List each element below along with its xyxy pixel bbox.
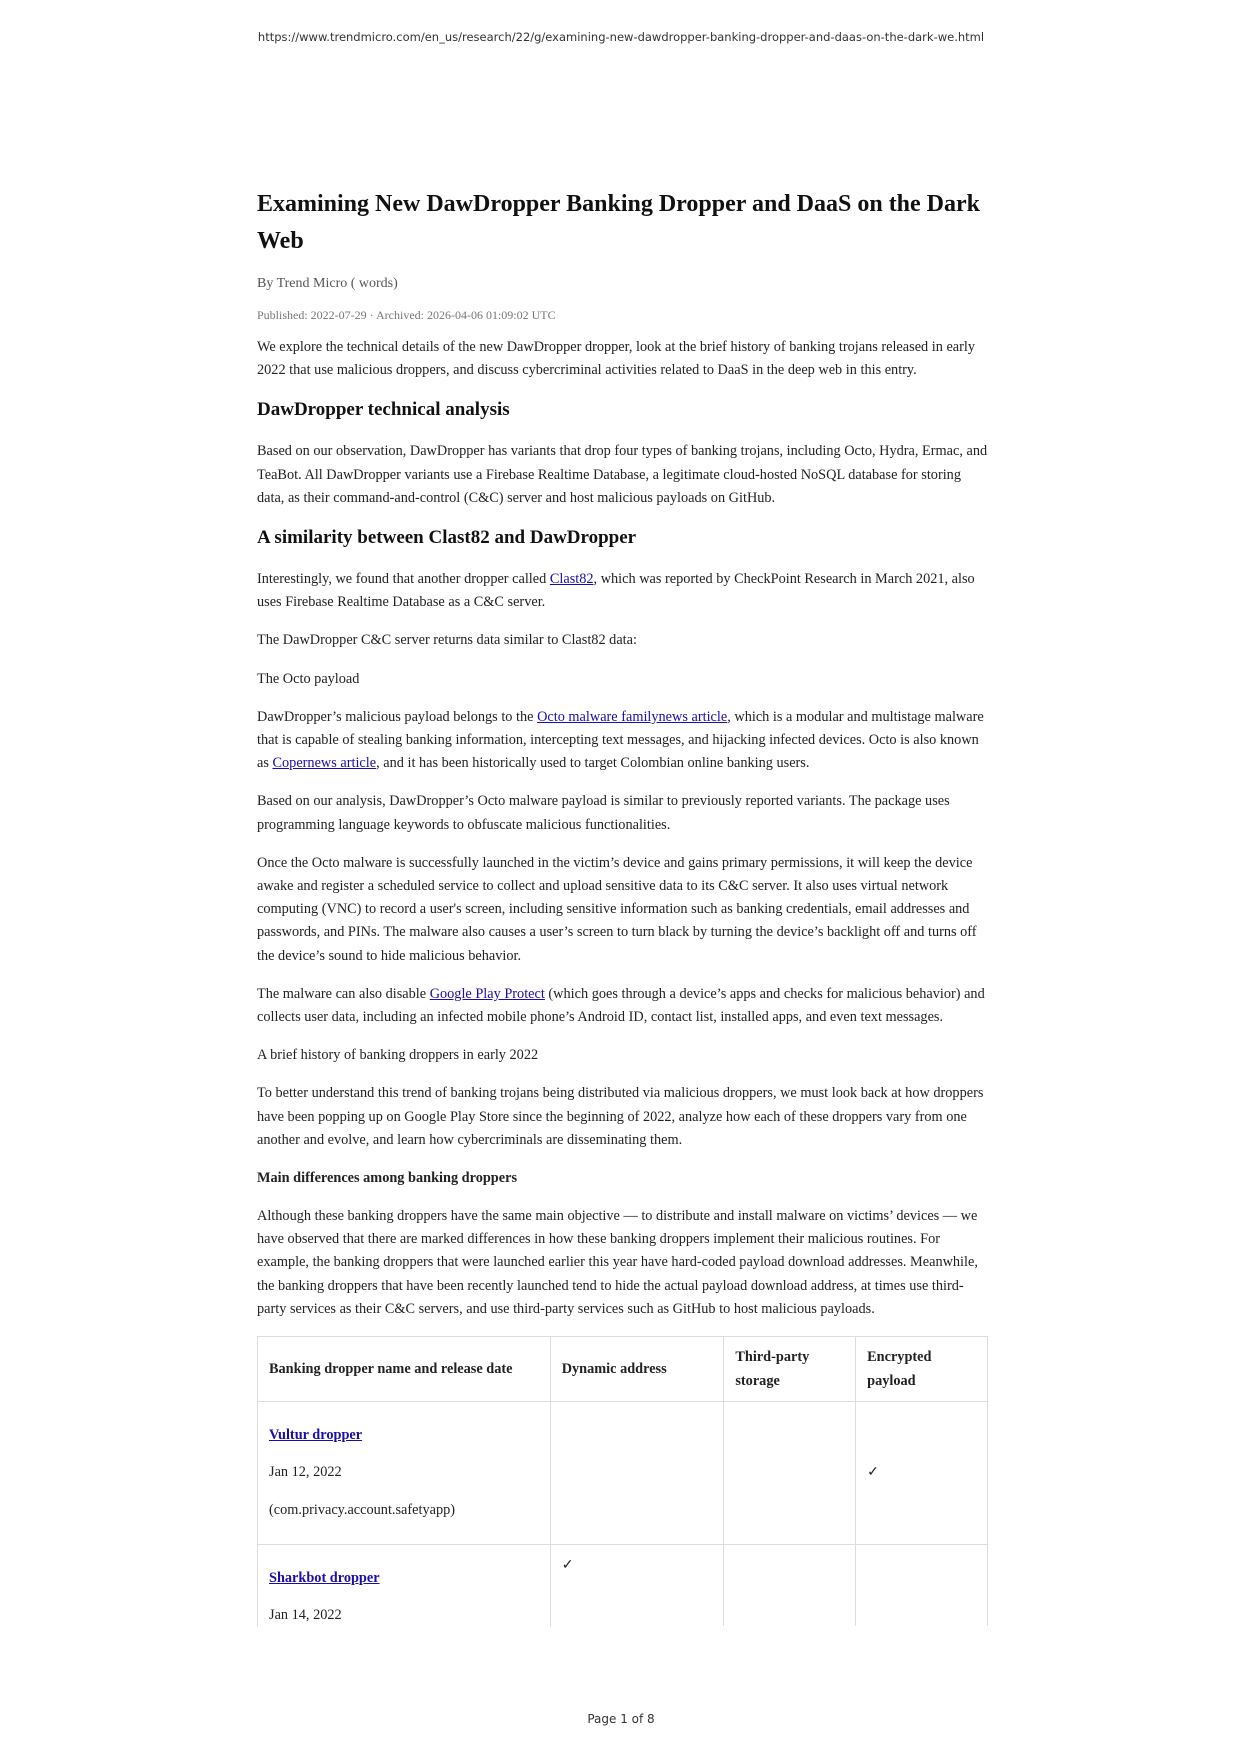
article-byline: By Trend Micro ( words) [257, 276, 398, 291]
page-url-header: https://www.trendmicro.com/en_us/research/22/g/examining-new-dawdropper-banking-dropper-and-daas-on-the-dark-we.html [257, 30, 985, 44]
although-paragraph: Although these banking droppers have the same main objective — to distribute and install malware on victims’ devices — we have observed that there are marked differences in how these banking droppers implement their malicious routines. For example, the banking droppers that were launched earlier this year have hard-coded payload download addresses. Meanwhile, the banking droppers that have been recently launched tend to hide the actual payload download address, at times use third-party services as their C&C servers, and use third-party services such as GitHub to host malicious payloads. [257, 1208, 978, 1317]
package-name: (com.privacy.account.safetyapp) [269, 1501, 456, 1518]
table-row [258, 1544, 988, 1626]
article-content [257, 186, 988, 1626]
launch-paragraph: Once the Octo malware is successfully launched in the victim’s device and gains primary permissions, it will keep the device awake and register a scheduled service to collect and upload sensitive data to its C&C server. It also uses virtual network computing (VNC) to record a user's screen, including sensitive information such as banking credentials, email addresses and passwords, and PINs. The malware also causes a user’s screen to turn black by turning the device’s backlight off and turns off the device’s sound to hide malicious behavior. [257, 854, 977, 964]
release-date: Jan 12, 2022 [269, 1464, 342, 1481]
disable-paragraph: The malware can also disable Google Play Protect (which goes through a device’s apps and checks for malicious behavior) and collects user data, including an infected mobile phone’s Android ID, contact list, installed apps, and even text messages. [257, 985, 985, 1026]
heading-main-differences: Main differences among banking droppers [257, 1170, 518, 1187]
clast82-link[interactable]: Clast82 [549, 571, 594, 588]
table-cell-encrypted [856, 1544, 988, 1626]
table-cell-dropper [258, 1544, 551, 1626]
octo-paragraph: DawDropper’s malicious payload belongs to the Octo malware familynews article, which is a modular and multistage malware that is capable of stealing banking information, intercepting text messages, and hijacking infected devices. Octo is also known as Copernews article, and it has been historically used to target Colombian online banking users. [257, 708, 984, 772]
intro-paragraph: We explore the technical details of the new DawDropper dropper, look at the brief history of banking trojans released in early 2022 that use malicious droppers, and discuss cybercriminal activities related to DaaS in the deep web in this entry. [257, 339, 976, 379]
release-date: Jan 14, 2022 [269, 1606, 342, 1623]
sharkbot-dropper-link[interactable]: Sharkbot dropper [269, 1569, 380, 1586]
check-mark: ✓ [867, 1465, 879, 1481]
table-cell-storage [724, 1402, 856, 1545]
similarity-paragraph: Interestingly, we found that another dropper called Clast82, which was reported by CheckPoint Research in March 2021, also uses Firebase Realtime Database as a C&C server. [257, 571, 975, 611]
page-number: Page 1 of 8 [587, 1712, 655, 1726]
table-row [258, 1402, 988, 1545]
google-play-protect-link[interactable]: Google Play Protect [429, 985, 545, 1002]
table-header-row [258, 1337, 988, 1402]
article-title: Examining New DawDropper Banking Dropper and DaaS on the Dark Web [257, 191, 981, 254]
table-cell-encrypted [856, 1402, 988, 1545]
dropper-table-wrap [257, 1336, 988, 1626]
table-cell-storage [724, 1544, 856, 1626]
table-cell-dynamic [550, 1402, 724, 1545]
table-cell-dynamic [550, 1544, 724, 1626]
table-header-cell: Third-party storage [724, 1337, 856, 1402]
table-cell-dropper [258, 1402, 551, 1545]
octo-family-link[interactable]: Octo malware familynews article [537, 708, 728, 725]
table-header-cell: Dynamic address [550, 1337, 724, 1402]
heading-technical-analysis: DawDropper technical analysis [257, 399, 510, 421]
article-meta: Published: 2022-07-29 · Archived: 2026-04-06 01:09:02 UTC [257, 308, 556, 322]
cc-server-paragraph: The DawDropper C&C server returns data similar to Clast82 data: [257, 632, 637, 649]
history-label: A brief history of banking droppers in early 2022 [257, 1047, 539, 1064]
coper-link[interactable]: Copernews article [272, 755, 377, 772]
table-header-cell: Encrypted payload [856, 1337, 988, 1402]
table-header-cell: Banking dropper name and release date [258, 1337, 551, 1402]
understand-paragraph: To better understand this trend of banking trojans being distributed via malicious droppers, we must look back at how droppers have been popping up on Google Play Store since the beginning of 2022, analyze how each of these droppers vary from one another and evolve, and learn how cybercriminals are disseminating them. [257, 1085, 984, 1148]
dropper-comparison-table [257, 1336, 988, 1626]
check-mark: ✓ [561, 1557, 574, 1573]
analysis-paragraph: Based on our analysis, DawDropper’s Octo malware payload is similar to previously reported variants. The package uses programming language keywords to obfuscate malicious functionalities. [257, 793, 950, 833]
heading-similarity: A similarity between Clast82 and DawDropper [257, 527, 637, 549]
vultur-dropper-link[interactable]: Vultur dropper [269, 1427, 363, 1444]
octo-payload-label: The Octo payload [257, 670, 360, 687]
technical-analysis-paragraph: Based on our observation, DawDropper has variants that drop four types of banking trojans, including Octo, Hydra, Ermac, and TeaBot. All DawDropper variants use a Firebase Realtime Database, a legitimate cloud-hosted NoSQL database for storing data, as their command-and-control (C&C) server and host malicious payloads on GitHub. [257, 443, 988, 506]
